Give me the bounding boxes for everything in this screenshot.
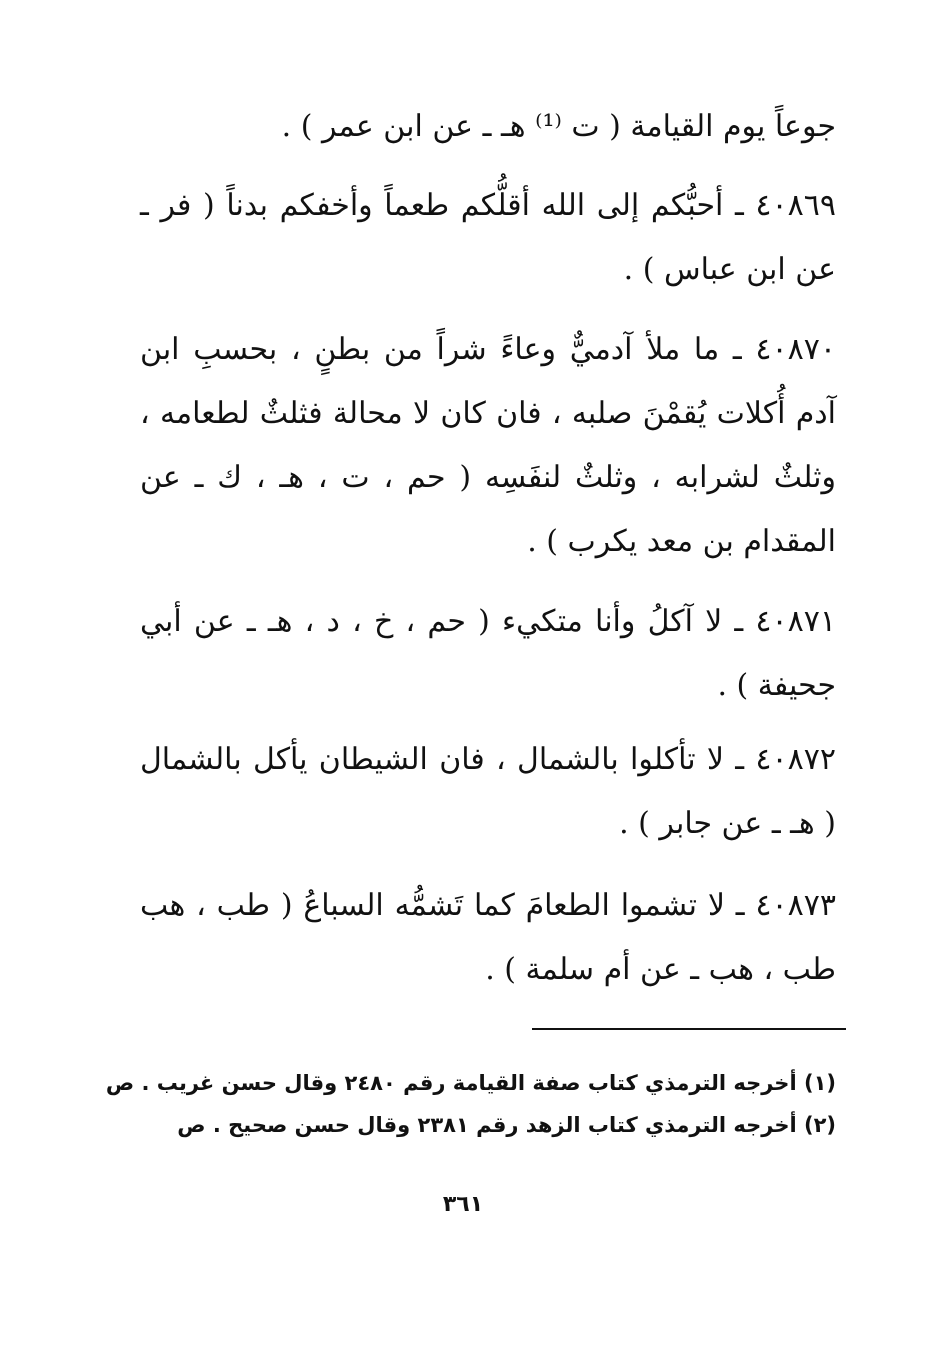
page-number: ٣٦١ xyxy=(442,1192,484,1217)
footnote-1: (١) أخرجه الترمذي كتاب صفة القيامة رقم ٢٤٨٠ وقال حسن غريب . ص xyxy=(105,1071,836,1095)
hadith-40871: ٤٠٨٧١ ـ لا آكلُ وأنا متكيء ( حم ، خ ، د ، هـ ـ عن أبي جحيفة ) . xyxy=(140,604,836,703)
footnote-2: (٢) أخرجه الترمذي كتاب الزهد رقم ٢٣٨١ وقال حسن صحيح . ص xyxy=(177,1113,836,1137)
hadith-40870: ٤٠٨٧٠ ـ ما ملأ آدميٌّ وعاءً شراً من بطنٍ ، بحسبِ ابن آدم أُكلات يُقمْنَ صلبه ، فان كان لا محالة فثلثٌ لطعامه ، وثلثٌ لشرابه ، وثلثٌ لنفَسِه ( حم ، ت ، هـ ، ك ـ عن المقدام بن معد يكرب ) . xyxy=(140,332,836,559)
hadith-40869: ٤٠٨٦٩ ـ أحبُّكم إلى الله أقلُّكم طعماً وأخفكم بدناً ( فر ـ عن ابن عباس ) . xyxy=(140,188,836,287)
hadith-40872: ٤٠٨٧٢ ـ لا تأكلوا بالشمال ، فان الشيطان يأكل بالشمال ( هـ ـ عن جابر ) . xyxy=(140,742,836,841)
paragraph-continuation: جوعاً يوم القيامة ( ت ⁽¹⁾ هـ ـ عن ابن عمر ) . xyxy=(281,109,836,144)
footnote-divider xyxy=(532,1028,846,1030)
hadith-40873: ٤٠٨٧٣ ـ لا تشموا الطعامَ كما تَشمُّه السباعُ ( طب ، هب طب ، هب ـ عن أم سلمة ) . xyxy=(140,888,836,987)
